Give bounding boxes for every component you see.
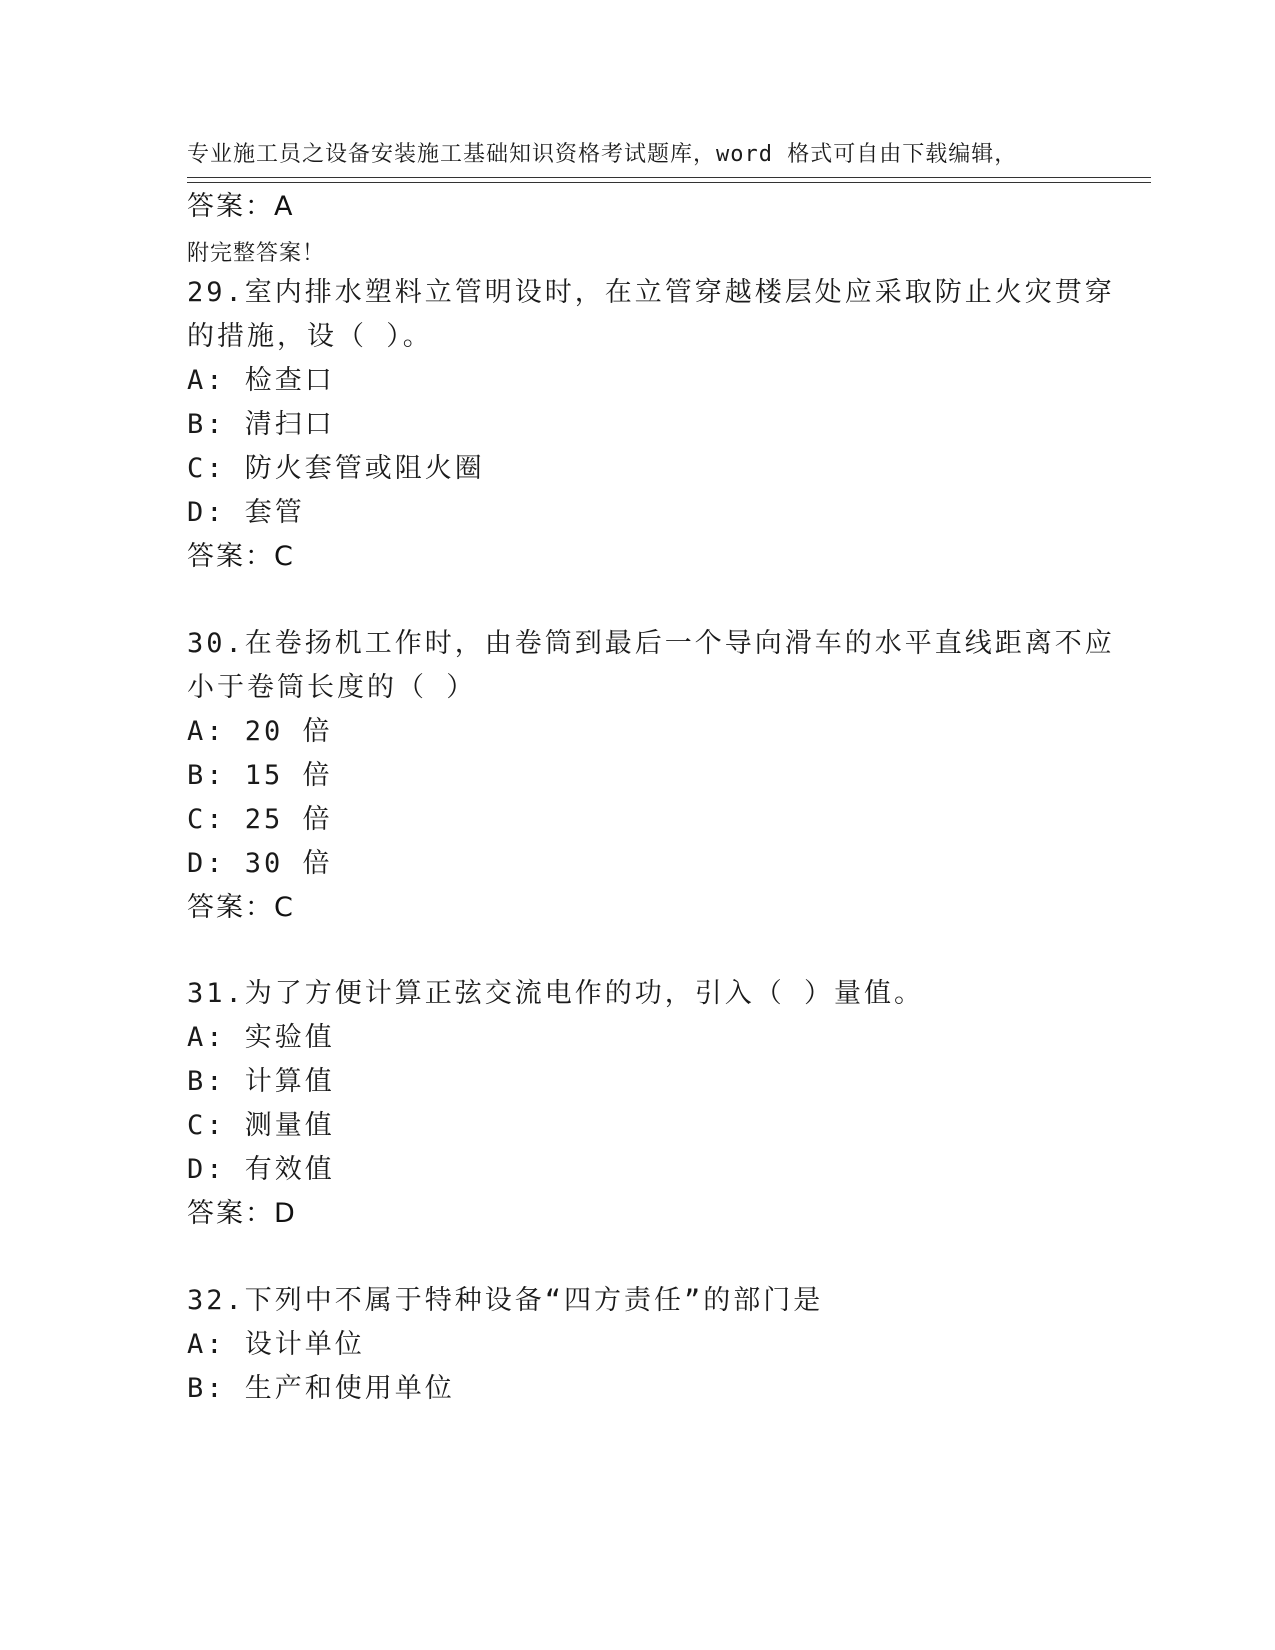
question-31-answer: 答案：D xyxy=(187,1198,297,1229)
question-30-option-a: A: 20 倍 xyxy=(187,716,333,747)
question-31-stem-line-1: 31.为了方便计算正弦交流电作的功，引入（ ）量值。 xyxy=(187,978,925,1009)
question-30-stem-line-1: 30.在卷扬机工作时，由卷筒到最后一个导向滑车的水平直线距离不应 xyxy=(187,628,1115,659)
question-30-option-c: C: 25 倍 xyxy=(187,804,333,835)
previous-answer: 答案：A xyxy=(187,191,295,222)
question-29-stem-line-2: 的措施，设（ ）。 xyxy=(187,321,433,352)
question-29-option-d: D: 套管 xyxy=(187,497,305,528)
question-32-option-a: A: 设计单位 xyxy=(187,1329,365,1360)
question-31-option-c: C: 测量值 xyxy=(187,1110,335,1141)
question-31-option-b: B: 计算值 xyxy=(187,1066,335,1097)
question-30-option-b: B: 15 倍 xyxy=(187,760,333,791)
header-divider-bottom xyxy=(187,182,1151,183)
question-29-stem-line-1: 29.室内排水塑料立管明设时，在立管穿越楼层处应采取防止火灾贯穿 xyxy=(187,277,1115,308)
header-line-2: 附完整答案！ xyxy=(187,241,326,266)
question-30-option-d: D: 30 倍 xyxy=(187,848,333,879)
question-31-option-a: A: 实验值 xyxy=(187,1022,335,1053)
question-30-stem-line-2: 小于卷筒长度的（ ） xyxy=(187,672,477,703)
question-29-option-a: A: 检查口 xyxy=(187,365,335,396)
question-29-option-b: B: 清扫口 xyxy=(187,409,335,440)
question-29-option-c: C: 防火套管或阻火圈 xyxy=(187,453,485,484)
question-32-stem-line-1: 32.下列中不属于特种设备“四方责任”的部门是 xyxy=(187,1285,824,1316)
header-line-1: 专业施工员之设备安装施工基础知识资格考试题库，word 格式可自由下载编辑， xyxy=(187,142,1018,167)
question-30-answer: 答案：C xyxy=(187,892,295,923)
question-31-option-d: D: 有效值 xyxy=(187,1154,335,1185)
question-29-answer: 答案：C xyxy=(187,541,295,572)
question-32-option-b: B: 生产和使用单位 xyxy=(187,1373,455,1404)
header-divider-top xyxy=(187,177,1151,178)
